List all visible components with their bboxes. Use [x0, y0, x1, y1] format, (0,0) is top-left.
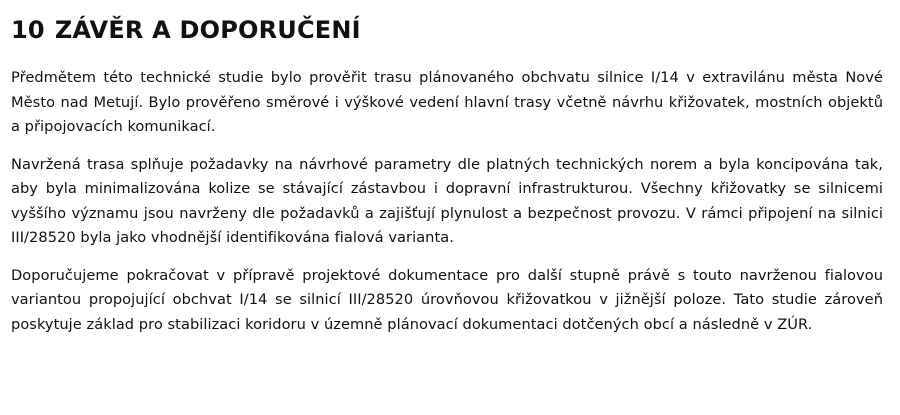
- section-heading: [11, 14, 883, 46]
- section-title: ZÁVĚR A DOPORUČENÍ: [54, 16, 361, 44]
- paragraph-study-purpose: Předmětem této technické studie bylo prověřit trasu plánovaného obchvatu silnice I/14 v extravilánu města Nové Město nad Metují. Bylo prověřeno směrové i výškové vedení hlavní trasy včetně návrhu křižovatek, mostních objektů a připojovacích komunikací.: [11, 69, 883, 135]
- paragraph-recommendation: Doporučujeme pokračovat v přípravě projektové dokumentace pro další stupně právě s touto navrženou fialovou variantou propojující obchvat I/14 se silnicí III/28520 úrovňovou křižovatkou v jižnější poloze. Tato studie zároveň poskytuje základ pro stabilizaci koridoru v územně plánovací dokumentaci dotčených obcí a následně v ZÚR.: [11, 266, 883, 333]
- document-page: [11, 14, 883, 350]
- section-number: 10: [11, 16, 45, 44]
- paragraph-route-design: Navržená trasa splňuje požadavky na návrhové parametry dle platných technických norem a byla koncipována tak, aby byla minimalizována kolize se stávající zástavbou i dopravní infrastrukturou. Všechny křižovatky se silnicemi vyššího významu jsou navrženy dle požadavků a zajišťují plynulost a bezpečnost provozu. V rámci připojení na silnici III/28520 byla jako vhodnější identifikována fialová varianta.: [11, 155, 883, 246]
